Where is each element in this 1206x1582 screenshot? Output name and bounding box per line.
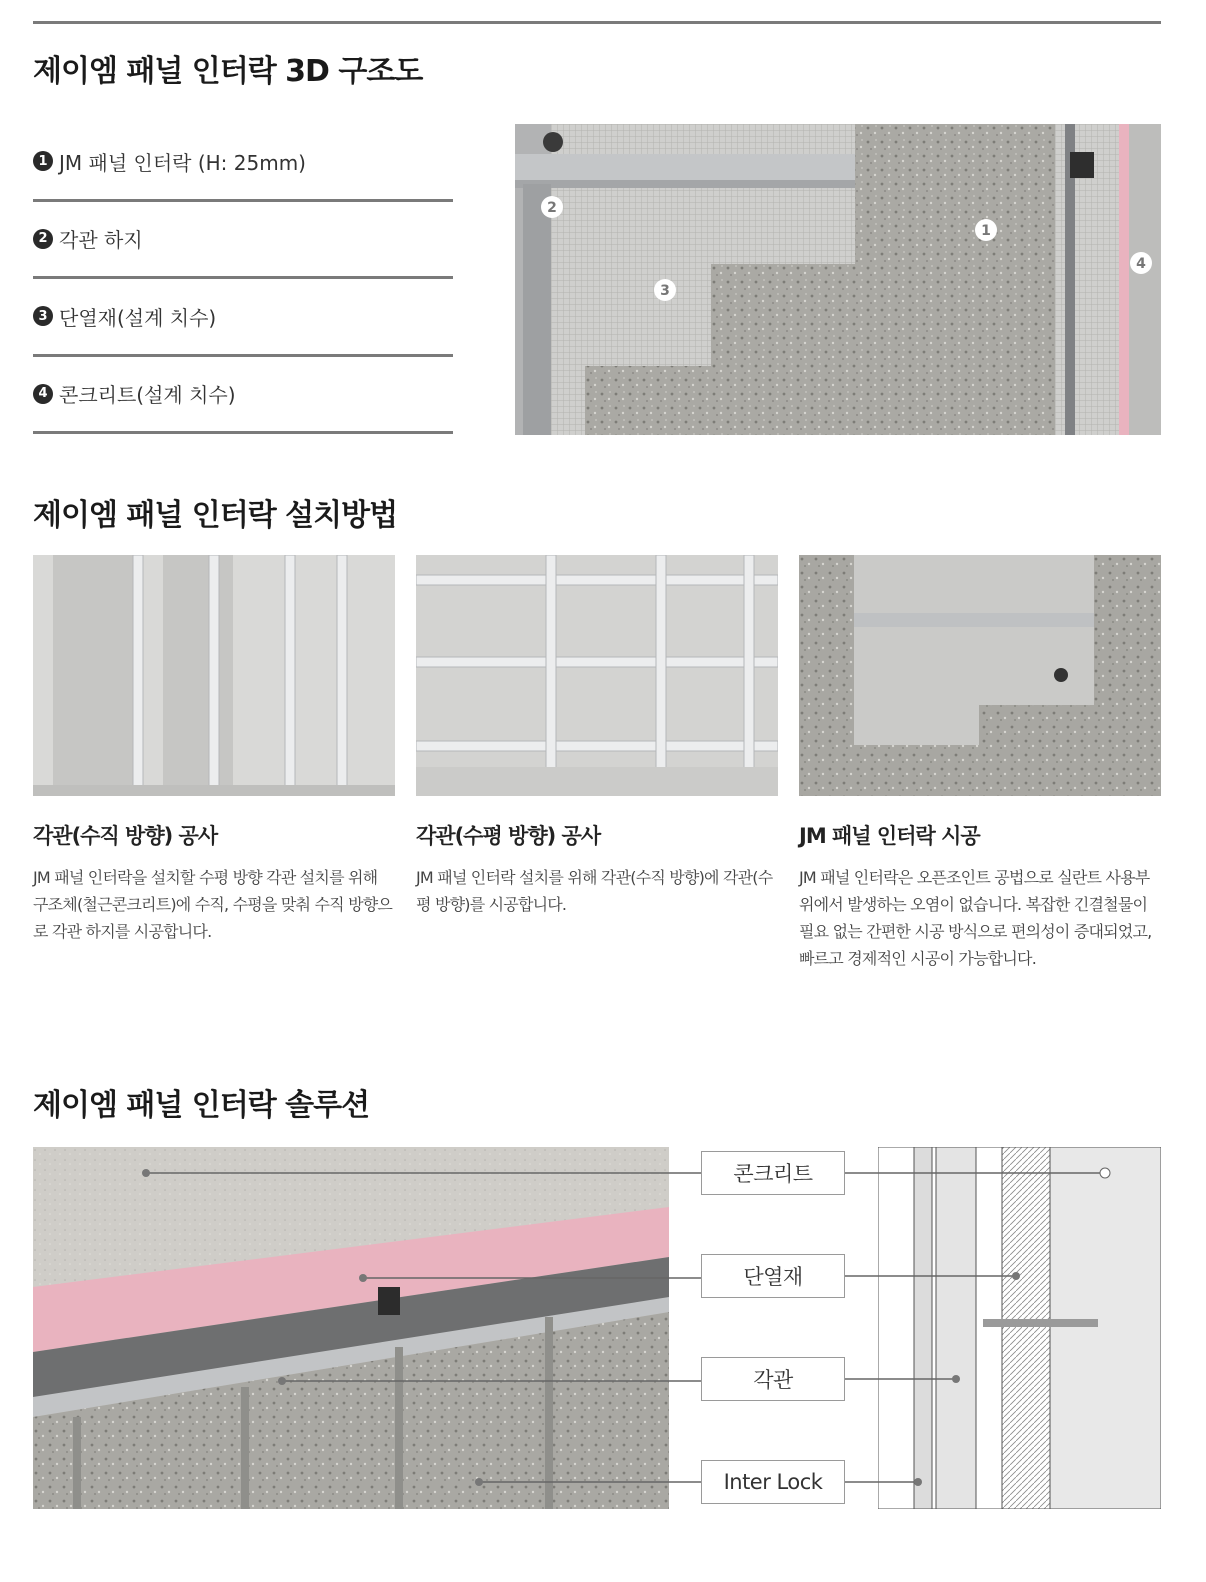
spec-label: 각관 하지 — [59, 228, 143, 253]
marker-4: 4 — [1136, 256, 1146, 272]
spec-label: 콘크리트(설계 치수) — [59, 383, 236, 408]
spec-number-badge: 4 — [33, 384, 53, 404]
marker-2: 2 — [547, 200, 557, 216]
section-diagram-drawing — [878, 1147, 1161, 1509]
spec-item — [33, 357, 453, 435]
vertical-frame-illustration — [33, 555, 395, 796]
section-diagram — [878, 1147, 1161, 1509]
structure-3d-illustration — [515, 124, 1161, 435]
step2-image — [416, 555, 778, 796]
spec-number-badge: 2 — [33, 229, 53, 249]
spec-number-badge: 1 — [33, 151, 53, 171]
label-insulation: 단열재 — [701, 1254, 845, 1298]
step1-description: JM 패널 인터락을 설치할 수평 방향 각관 설치를 위해 구조체(철근콘크리트)에 수직, 수평을 맞춰 수직 방향으로 각관 하지를 시공합니다. — [33, 868, 393, 941]
structure-3d-image — [515, 124, 1161, 435]
step3-description: JM 패널 인터락은 오픈조인트 공법으로 실란트 사용부위에서 발생하는 오염이 없습니다. 복잡한 긴결철물이 필요 없는 간편한 시공 방식으로 편의성이 증대되었고, 빠르고 경제적인 시공이 가능합니다. — [799, 868, 1152, 968]
spec-list — [33, 124, 453, 434]
step3-image — [799, 555, 1161, 796]
section3-title: 제이엠 패널 인터락 솔루션 — [33, 1088, 370, 1123]
marker-3: 3 — [660, 283, 670, 299]
spec-number-badge: 3 — [33, 306, 53, 326]
label-interlock: Inter Lock — [701, 1460, 845, 1504]
spec-item — [33, 279, 453, 357]
section1-title: 제이엠 패널 인터락 3D 구조도 — [33, 54, 423, 89]
marker-1: 1 — [981, 223, 991, 239]
step2-title: 각관(수평 방향) 공사 — [416, 824, 601, 848]
solution-illustration — [33, 1147, 669, 1509]
spec-label: JM 패널 인터락 (H: 25mm) — [59, 150, 306, 175]
solution-image — [33, 1147, 669, 1509]
step2-description: JM 패널 인터락 설치를 위해 각관(수직 방향)에 각관(수평 방향)를 시공합니다. — [416, 868, 773, 914]
label-concrete: 콘크리트 — [701, 1151, 845, 1195]
step1-title: 각관(수직 방향) 공사 — [33, 824, 218, 848]
step1-image — [33, 555, 395, 796]
spec-item — [33, 202, 453, 280]
panel-install-illustration — [799, 555, 1161, 796]
section2-title: 제이엠 패널 인터락 설치방법 — [33, 498, 398, 533]
step3-title: JM 패널 인터락 시공 — [799, 824, 980, 848]
label-square-pipe: 각관 — [701, 1357, 845, 1401]
spec-item — [33, 124, 453, 202]
horizontal-frame-illustration — [416, 555, 778, 796]
top-divider — [33, 21, 1161, 24]
spec-label: 단열재(설계 치수) — [59, 305, 217, 330]
